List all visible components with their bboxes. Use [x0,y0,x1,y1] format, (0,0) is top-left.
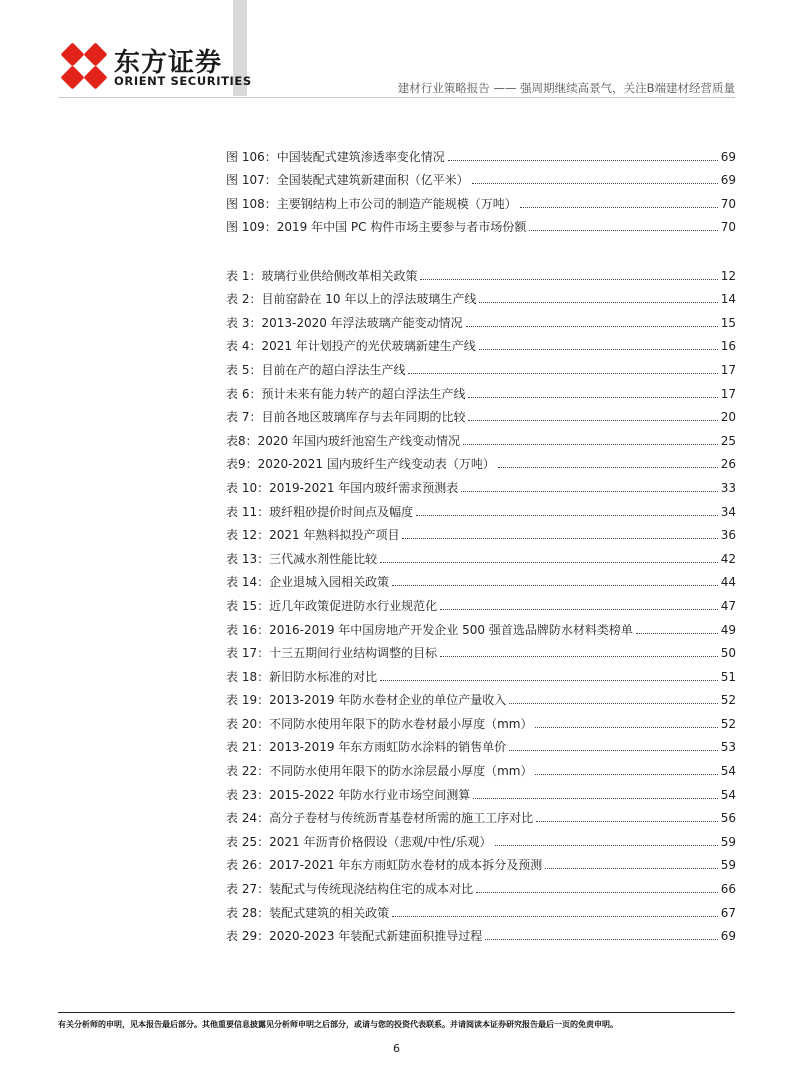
dot-leader [466,326,718,327]
toc-entry[interactable] [226,849,736,873]
toc-entry-label: 表 27：装配式与传统现浇结构住宅的成本对比 [226,882,474,897]
toc-entry[interactable] [226,542,736,566]
toc-entry-page: 50 [720,646,736,661]
toc-entry-label: 图 106：中国装配式建筑渗透率变化情况 [226,149,445,164]
toc-entry-page: 42 [720,551,736,566]
toc-entry-label: 表 29：2020-2023 年装配式新建面积推导过程 [226,929,483,944]
toc-entry[interactable] [226,330,736,354]
toc-entry-page: 52 [720,693,736,708]
toc-entry[interactable] [226,259,736,283]
toc-entry[interactable] [226,306,736,330]
toc-entry-label: 表 10：2019-2021 年国内玻纤需求预测表 [226,480,459,495]
dot-leader [535,727,717,728]
dot-leader [535,774,717,775]
dot-leader [420,279,717,280]
toc-entry[interactable] [226,707,736,731]
report-title: 建材行业策略报告 —— 强周期继续高景气，关注B端建材经营质量 [397,81,735,95]
toc-entry-page: 34 [720,504,736,519]
dot-leader [529,230,717,231]
figure-list [226,140,736,234]
toc-entry[interactable] [226,754,736,778]
toc-entry-label: 表 26：2017-2021 年东方雨虹防水卷材的成本拆分及预测 [226,858,543,873]
toc-entry[interactable] [226,401,736,425]
toc-entry[interactable] [226,187,736,211]
toc-entry-page: 33 [720,480,736,495]
toc-entry-label: 表 7：目前各地区玻璃库存与去年同期的比较 [226,410,466,425]
dot-leader [463,444,718,445]
toc-entry[interactable] [226,448,736,472]
toc-entry-label: 表 19：2013-2019 年防水卷材企业的单位产量收入 [226,693,507,708]
toc-entry-page: 66 [720,882,736,897]
toc-entry-page: 56 [720,811,736,826]
dot-leader [479,302,717,303]
toc-entry-page: 69 [720,929,736,944]
toc-entry-label: 表 4：2021 年计划投产的光伏玻璃新建生产线 [226,339,476,354]
dot-leader [461,491,717,492]
toc-entry[interactable] [226,211,736,235]
toc-entry-label: 表 16：2016-2019 年中国房地产开发企业 500 强首选品牌防水材料类榜单 [226,622,633,637]
toc-entry-label: 表 18：新旧防水标准的对比 [226,669,378,684]
toc-entry-label: 表 11：玻纤粗砂提价时间点及幅度 [226,504,414,519]
dot-leader [479,349,718,350]
toc-entry-page: 53 [720,740,736,755]
dot-leader [392,916,718,917]
dot-leader [448,160,718,161]
toc-entry[interactable] [226,424,736,448]
toc-entry[interactable] [226,495,736,519]
toc-entry-label: 表 6：预计未来有能力转产的超白浮法生产线 [226,386,466,401]
dot-leader [545,868,717,869]
toc-entry-page: 52 [720,716,736,731]
orient-securities-logo-icon [58,40,110,92]
toc-entry[interactable] [226,731,736,755]
toc-entry-label: 图 108：主要钢结构上市公司的制造产能规模（万吨） [226,196,517,211]
toc-entry-label: 表 2：目前窑龄在 10 年以上的浮法玻璃生产线 [226,292,477,307]
toc-entry[interactable] [226,637,736,661]
toc-entry[interactable] [226,896,736,920]
toc-entry-page: 47 [720,598,736,613]
toc-entry-label: 表 22：不同防水使用年限下的防水涂层最小厚度（mm） [226,764,533,779]
toc-entry-page: 17 [720,362,736,377]
toc-entry[interactable] [226,825,736,849]
toc-entry-label: 表 25：2021 年沥青价格假设（悲观/中性/乐观） [226,834,492,849]
dot-leader [408,373,717,374]
toc-entry[interactable] [226,802,736,826]
toc-entry-page: 17 [720,386,736,401]
toc-entry[interactable] [226,660,736,684]
dot-leader [509,703,717,704]
toc-entry-page: 26 [720,457,736,472]
dot-leader [380,680,718,681]
toc-entry-label: 表 20：不同防水使用年限下的防水卷材最小厚度（mm） [226,716,533,731]
toc-entry-label: 图 109：2019 年中国 PC 构件市场主要参与者市场份额 [226,220,527,235]
logo-english-name: ORIENT SECURITIES [114,74,252,88]
dot-leader [495,845,718,846]
toc-entry[interactable] [226,872,736,896]
toc-entry[interactable] [226,377,736,401]
toc-entry-page: 54 [720,764,736,779]
toc-entry-page: 70 [720,220,736,235]
toc-entry[interactable] [226,589,736,613]
toc-entry-page: 51 [720,669,736,684]
toc-entry-page: 54 [720,787,736,802]
dot-leader [473,798,717,799]
header-divider [58,97,735,98]
dot-leader [509,750,717,751]
toc-entry-label: 表 17：十三五期间行业结构调整的目标 [226,646,438,661]
toc-entry-page: 14 [720,292,736,307]
toc-entry[interactable] [226,778,736,802]
toc-entry[interactable] [226,164,736,188]
toc-entry-page: 69 [720,173,736,188]
toc-entry[interactable] [226,471,736,495]
dot-leader [416,515,718,516]
toc-entry-page: 59 [720,834,736,849]
toc-entry-page: 36 [720,528,736,543]
dot-leader [468,397,717,398]
dot-leader [636,633,718,634]
toc-entry-page: 15 [720,315,736,330]
dot-leader [392,585,718,586]
table-list [226,259,736,943]
toc-entry-page: 59 [720,858,736,873]
dot-leader [402,538,717,539]
toc-entry[interactable] [226,613,736,637]
toc-entry-page: 70 [720,196,736,211]
toc-entry-label: 表 13：三代减水剂性能比较 [226,551,378,566]
toc-entry-page: 67 [720,905,736,920]
toc-entry-label: 表 12：2021 年熟料拟投产项目 [226,528,400,543]
dot-leader [468,420,717,421]
toc-entry-page: 69 [720,149,736,164]
dot-leader [476,892,718,893]
toc-entry-page: 44 [720,575,736,590]
toc-entry-page: 49 [720,622,736,637]
dot-leader [485,939,717,940]
toc-entry-label: 表 15：近几年政策促进防水行业规范化 [226,598,438,613]
toc-entry[interactable] [226,566,736,590]
toc-entry-label: 表 21：2013-2019 年东方雨虹防水涂料的销售单价 [226,740,507,755]
dot-leader [380,562,718,563]
toc-entry-label: 表 1：玻璃行业供给侧改革相关政策 [226,268,418,283]
toc-entry[interactable] [226,283,736,307]
toc-entry-label: 图 107：全国装配式建筑新建面积（亿平米） [226,173,469,188]
logo-chinese-name: 东方证券 [114,48,223,78]
dot-leader [520,207,718,208]
toc-entry-label: 表 28：装配式建筑的相关政策 [226,905,390,920]
toc-entry-label: 表8：2020 年国内玻纤池窑生产线变动情况 [226,433,460,448]
dot-leader [536,821,718,822]
toc-entry-label: 表 5：目前在产的超白浮法生产线 [226,362,406,377]
toc-entry[interactable] [226,519,736,543]
toc-entry-label: 表9：2020-2021 国内玻纤生产线变动表（万吨） [226,457,495,472]
dot-leader [472,183,718,184]
page-number: 6 [393,1042,400,1055]
toc-entry-page: 12 [720,268,736,283]
footer-divider [58,1012,735,1013]
toc-entry-page: 16 [720,339,736,354]
toc-entry-label: 表 14：企业退城入园相关政策 [226,575,390,590]
toc-entry[interactable] [226,140,736,164]
dot-leader [498,467,718,468]
dot-leader [440,609,718,610]
disclaimer-text: 有关分析师的申明，见本报告最后部分。其他重要信息披露见分析师申明之后部分，或请与您的投资代表联系。并请阅读本证券研究报告最后一页的免责申明。 [58,1020,618,1029]
toc-entry-page: 25 [720,433,736,448]
toc-entry[interactable] [226,353,736,377]
toc-entry[interactable] [226,920,736,944]
toc-entry-page: 20 [720,410,736,425]
toc-entry-label: 表 23：2015-2022 年防水行业市场空间测算 [226,787,471,802]
toc-entry-label: 表 24：高分子卷材与传统沥青基卷材所需的施工工序对比 [226,811,534,826]
dot-leader [440,656,718,657]
toc-entry-label: 表 3：2013-2020 年浮法玻璃产能变动情况 [226,315,463,330]
toc-entry[interactable] [226,684,736,708]
